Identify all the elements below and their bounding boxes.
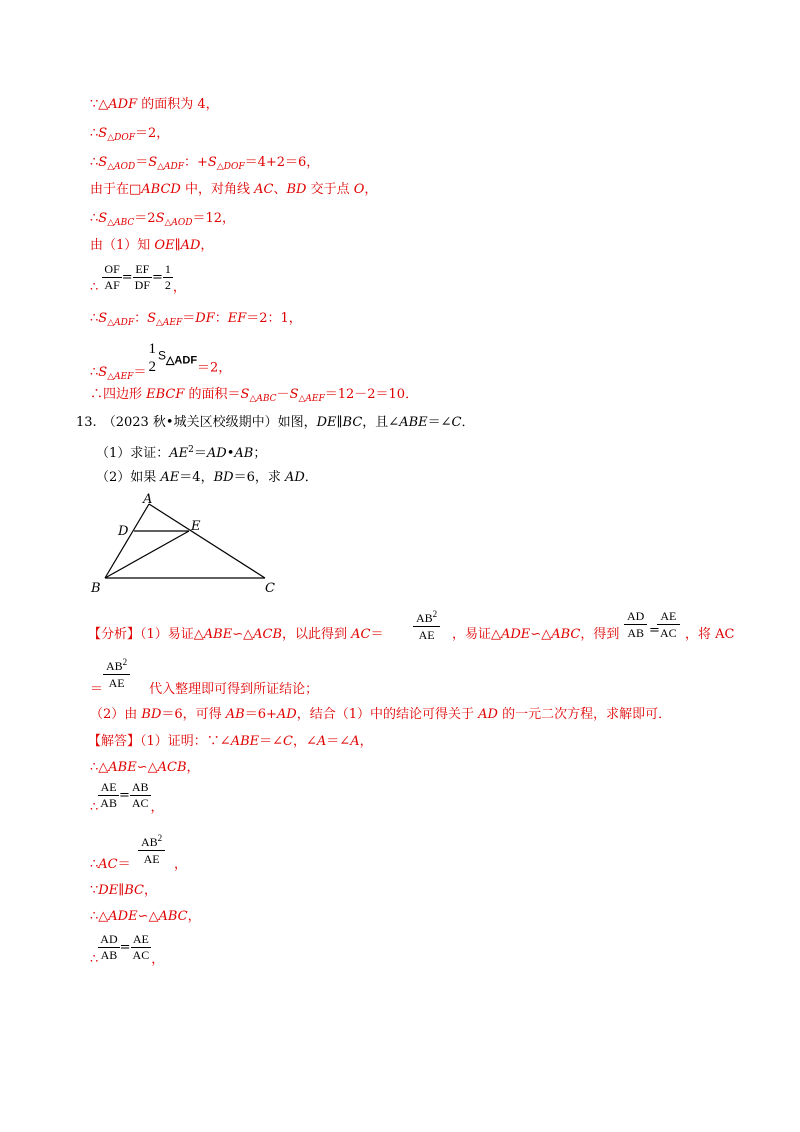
- fraction-line: ∴ $\frac{OF}{AF}$ = $\frac{EF}{DF}$ = $\frac{1}{2}$ ，: [90, 262, 186, 295]
- text-line: $\therefore S_{\triangle DOF}=2$，: [90, 126, 170, 143]
- fraction: $\frac{AE}{AB}$: [100, 780, 117, 810]
- analysis-line-1b: ，易证△ADE∽△ABC，得到: [452, 627, 620, 642]
- fraction: $\frac{1}{2}$: [164, 262, 171, 292]
- solution-line-2: ∴△ABE∽△ACB，: [90, 760, 200, 775]
- text-line: $\therefore S_{\triangle AOD}=S_{\triangle ADF}$：$+S_{\triangle DOF}=4+2=6$，: [90, 155, 320, 172]
- fraction-line: $\therefore S_{\triangle AEF}=$ 1 2 S△ADF＝2，: [90, 341, 232, 382]
- problem-part-1: （1）求证：$AE^2=AD•AB$；: [96, 445, 267, 461]
- fraction: $\frac{AD}{AB}$: [100, 932, 118, 962]
- fraction: $\frac{AD}{AB}$: [624, 608, 647, 641]
- fraction: $\frac{EF}{DF}$: [134, 262, 151, 292]
- fraction: $\frac{OF}{AF}$: [104, 262, 120, 292]
- text-line: ∵△ADF 的面积为 4，: [90, 97, 219, 112]
- fraction: $\frac{AB^2}{AE}$: [138, 830, 165, 867]
- analysis-line-1: 【分析】（1）易证△ABE∽△ACB，以此得到 AC＝: [88, 627, 384, 642]
- solution-line-4: ∴AC＝: [90, 857, 131, 872]
- text-line: $\therefore S_{\triangle ABC}=2S_{\triangle AOD}=12$，: [90, 211, 236, 228]
- text-line: $\therefore S_{\triangle ADF}$：$S_{\triangle AEF}=DF$：EF＝2：1，: [90, 311, 302, 328]
- fraction: $\frac{AE}{AC}$: [657, 608, 680, 641]
- fraction: $\frac{AB}{AC}$: [131, 780, 149, 810]
- text-line: 由（1）知 OE∥AD，: [90, 238, 214, 253]
- label-C: C: [265, 581, 275, 596]
- fraction: $\frac{AB^2}{AE}$: [413, 606, 440, 643]
- fraction: $\frac{AB^2}{AE}$: [103, 654, 130, 691]
- problem-header: 13. （2023 秋•城关区校级期中）如图，DE∥BC，且∠ABE＝∠C．: [76, 415, 475, 430]
- analysis-line-1c: ，将 AC: [685, 627, 735, 642]
- label-D: D: [118, 524, 129, 539]
- triangle-figure: [85, 490, 295, 600]
- problem-part-2: （2）如果 AE＝4，BD＝6，求 AD．: [96, 470, 318, 485]
- analysis-line-3: （2）由 BD＝6，可得 AB＝6+AD，结合（1）中的结论可得关于 AD 的一元二次方程，求解即可．: [90, 707, 672, 722]
- punct: ，: [174, 857, 188, 872]
- label-E: E: [191, 519, 201, 534]
- fraction-line: ∴ $\frac{AD}{AB}$ = $\frac{AE}{AC}$ ，: [90, 932, 165, 967]
- solution-line-1: 【解答】（1）证明：∵∠ABE＝∠C，∠A＝∠A，: [88, 734, 373, 749]
- text-line: 由于在□ABCD 中，对角线 AC、BD 交于点 O，: [90, 182, 378, 197]
- analysis-line-2: ＝ 代入整理即可得到所证结论；: [90, 682, 319, 697]
- equals-sign: =: [649, 623, 660, 638]
- solution-line-6: ∴△ADE∽△ABC，: [90, 909, 201, 924]
- solution-line-5: ∵DE∥BC，: [90, 883, 157, 898]
- fraction-line: ∴ $\frac{AE}{AB}$ = $\frac{AB}{AC}$ ，: [90, 780, 164, 815]
- text-line: ∴四边形 EBCF 的面积$=S_{\triangle ABC}-S_{\triangle AEF}=12-2=10$．: [90, 387, 419, 404]
- fraction: 1 2: [148, 341, 156, 375]
- label-A: A: [143, 492, 153, 507]
- fraction: $\frac{AE}{AC}$: [132, 932, 150, 962]
- label-B: B: [91, 581, 101, 596]
